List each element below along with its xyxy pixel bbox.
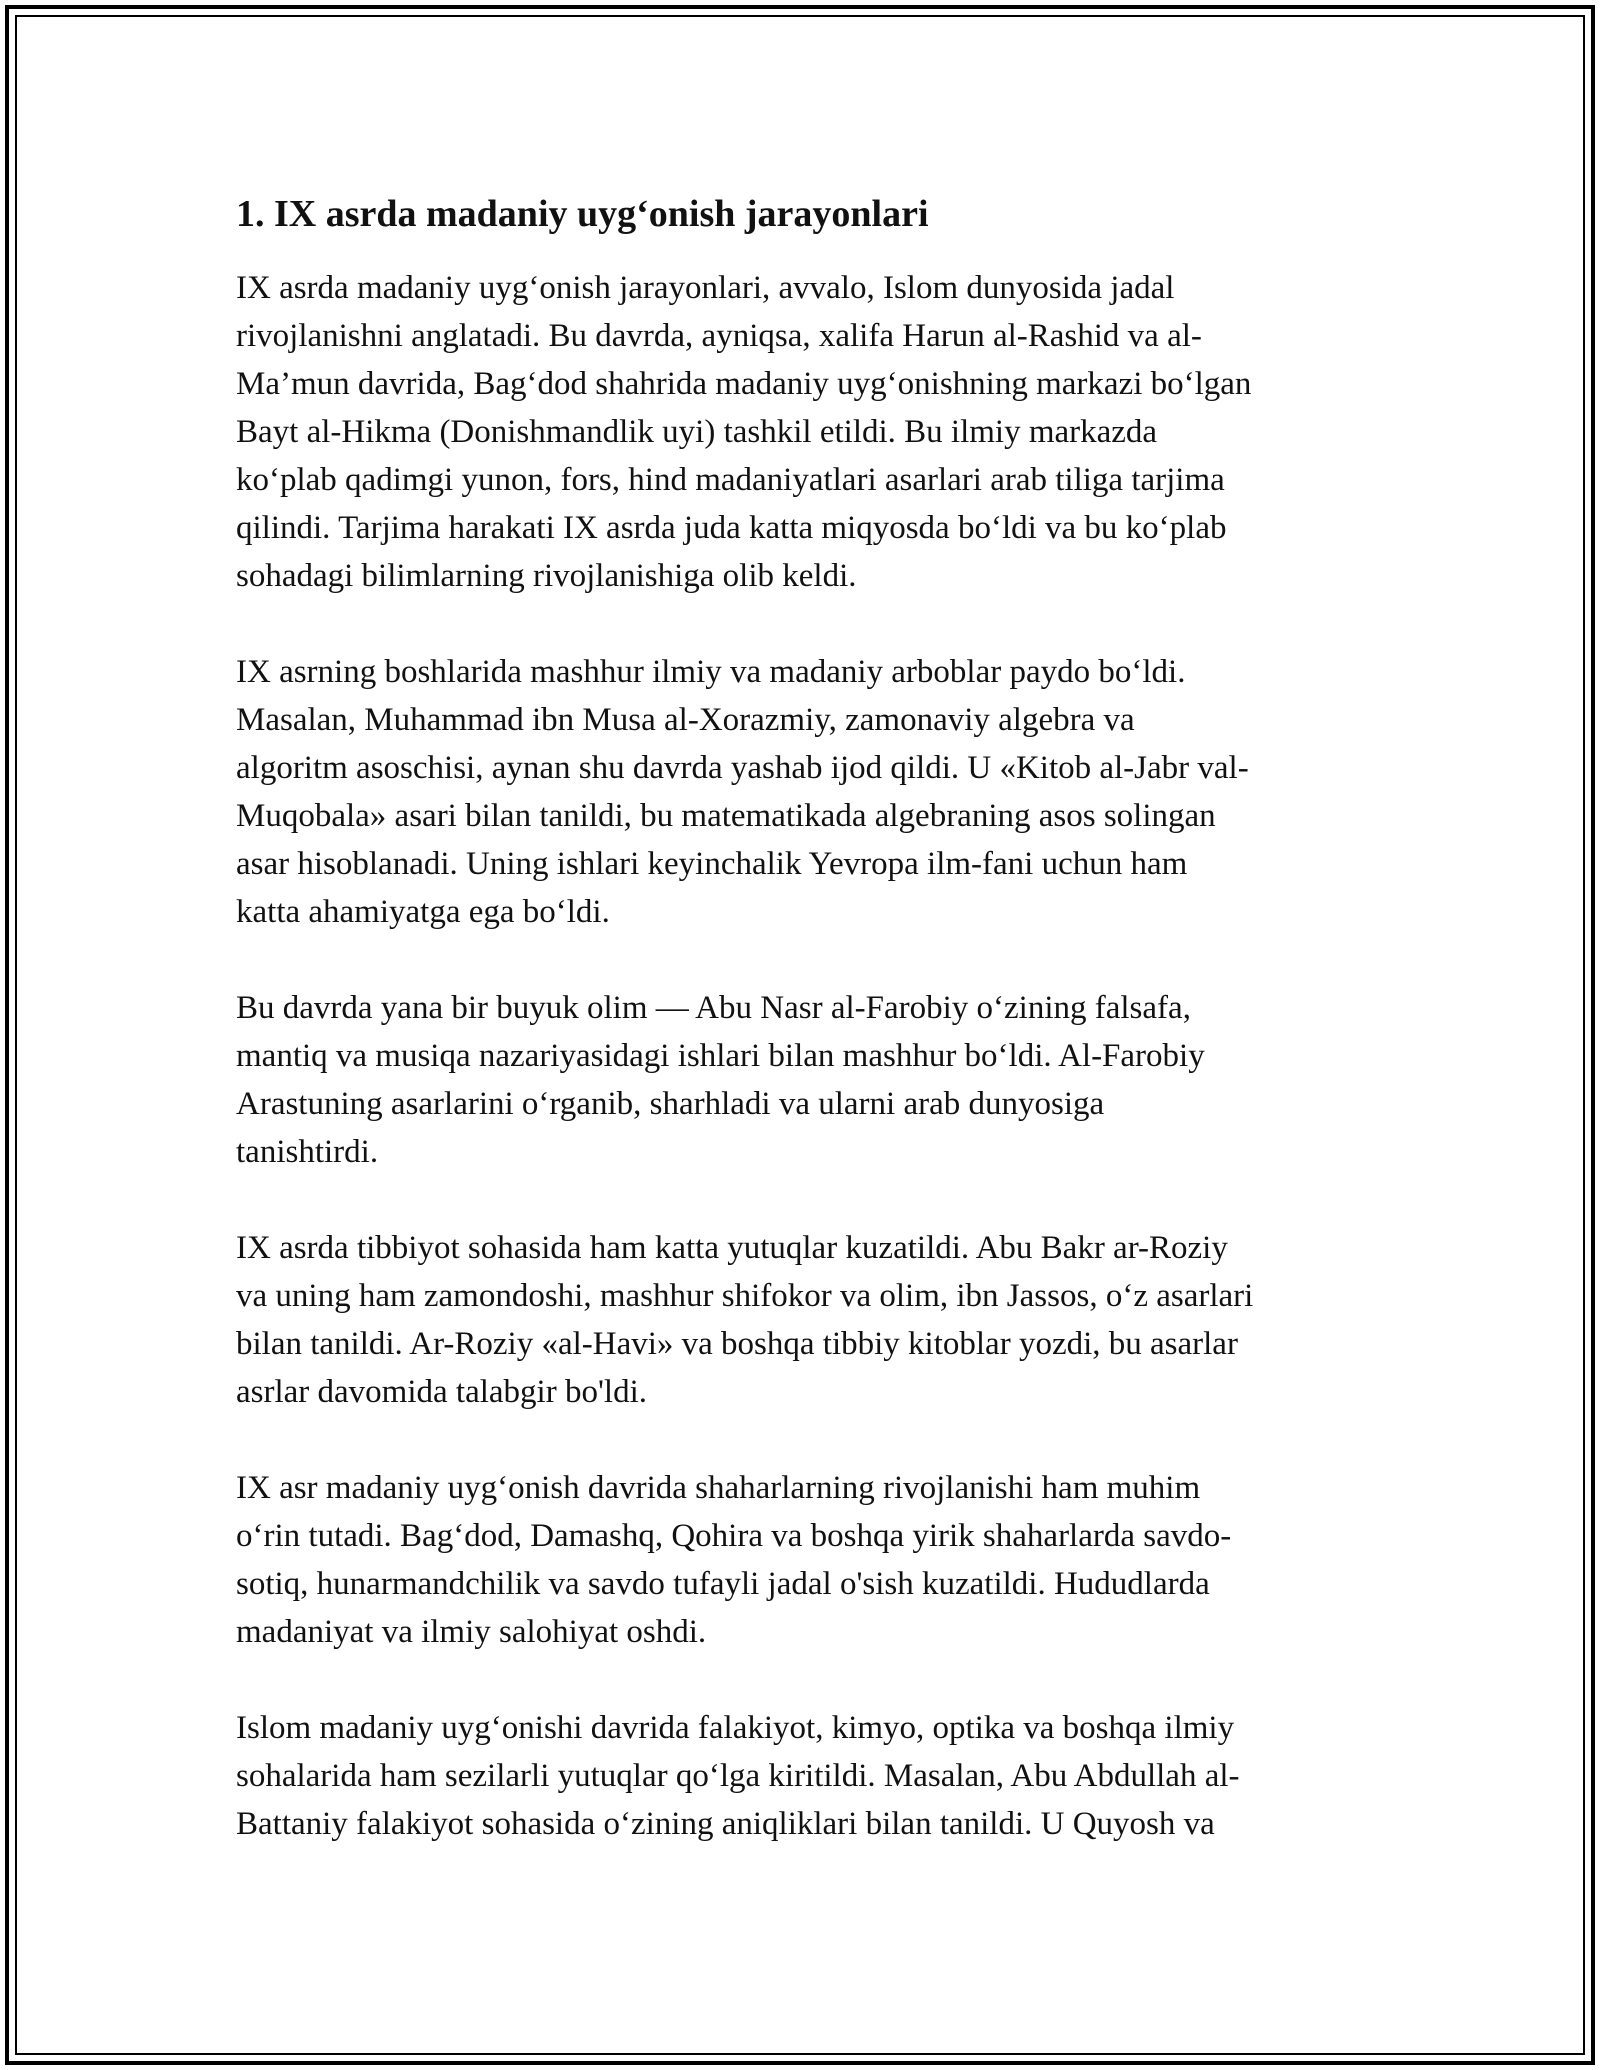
paragraph-2: IX asrning boshlarida mashhur ilmiy va madaniy arboblar paydo bo‘ldi. Masalan, Muhammad ibn Musa al-Xorazmiy, zamonaviy algebra va algoritm asoschisi, aynan shu davrda yashab ijod qildi. U «Kitob al-Jabr val- Muqobala» asari bilan tanildi, bu matematikada algebraning asos solingan asar hisoblanadi. Uning ishlari keyinchalik Yevropa ilm-fani uchun ham katta ahamiyatga ega bo‘ldi.: [236, 654, 1249, 930]
paragraph-4: IX asrda tibbiyot sohasida ham katta yutuqlar kuzatildi. Abu Bakr ar-Roziy va uning ham zamondoshi, mashhur shifokor va olim, ibn Jassos, o‘z asarlari bilan tanildi. Ar-Roziy «al-Havi» va boshqa tibbiy kitoblar yozdi, bu asarlar asrlar davomida talabgir bo'ldi.: [236, 1230, 1254, 1410]
paragraph-5: IX asr madaniy uyg‘onish davrida shaharlarning rivojlanishi ham muhim o‘rin tutadi. Bag‘dod, Damashq, Qohira va boshqa yirik shaharlarda savdo- sotiq, hunarmandchilik va savdo tufayli jadal o'sish kuzatildi. Hududlarda madaniyat va ilmiy salohiyat oshdi.: [236, 1470, 1232, 1650]
paragraph-6: Islom madaniy uyg‘onishi davrida falakiyot, kimyo, optika va boshqa ilmiy sohalarida ham sezilarli yutuqlar qo‘lga kiritildi. Masalan, Abu Abdullah al- Battaniy falakiyot sohasida o‘zining aniqliklari bilan tanildi. U Quyosh va: [236, 1710, 1240, 1842]
paragraph-1: IX asrda madaniy uyg‘onish jarayonlari, avvalo, Islom dunyosida jadal rivojlanishni anglatadi. Bu davrda, ayniqsa, xalifa Harun al-Rashid va al- Ma’mun davrida, Bag‘dod shahrida madaniy uyg‘onishning markazi bo‘lgan Bayt al-Hikma (Donishmandlik uyi) tashkil etildi. Bu ilmiy markazda ko‘plab qadimgi yunon, fors, hind madaniyatlari asarlari arab tiliga tarjima qilindi. Tarjima harakati IX asrda juda katta miqyosda bo‘ldi va bu ko‘plab sohadagi bilimlarning rivojlanishiga olib keldi.: [236, 270, 1252, 594]
page-content: [236, 190, 1376, 1896]
paragraph-3: Bu davrda yana bir buyuk olim — Abu Nasr al-Farobiy o‘zining falsafa, mantiq va musiqa nazariyasidagi ishlari bilan mashhur bo‘ldi. Al-Farobiy Arastuning asarlarini o‘rganib, sharhladi va ularni arab dunyosiga tanishtirdi.: [236, 990, 1205, 1170]
page-title: 1. IX asrda madaniy uyg‘onish jarayonlari: [236, 193, 929, 235]
